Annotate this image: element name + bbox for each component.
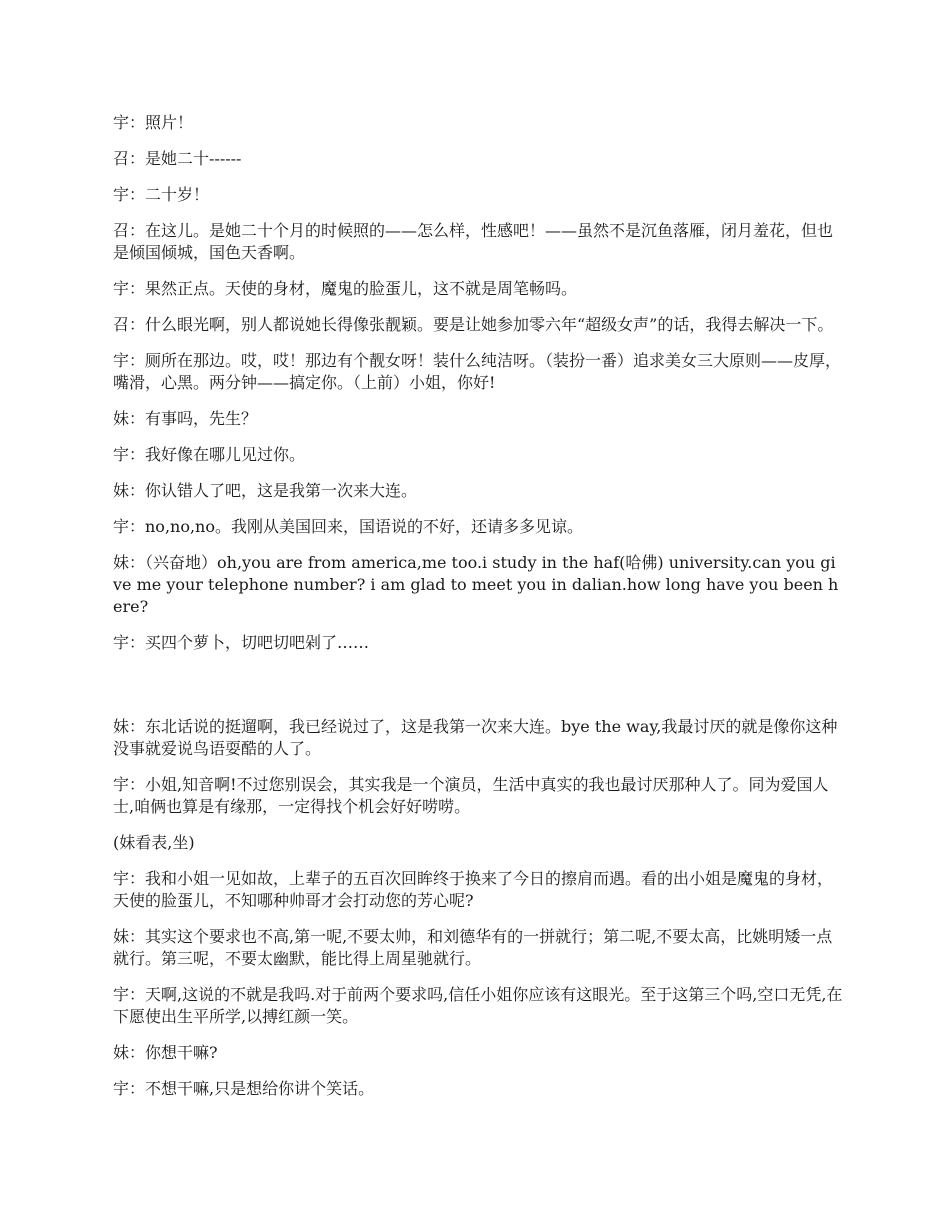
dialogue-line: 宇：我好像在哪儿见过你。 — [113, 445, 306, 464]
dialogue-line: 妹：你认错人了吧，这是我第一次来大连。 — [113, 481, 418, 500]
dialogue-line: 妹：东北话说的挺遛啊，我已经说过了，这是我第一次来大连。bye the way,我最讨厌的就是像你这种没事就爱说鸟语耍酷的人了。 — [113, 717, 838, 758]
stage-direction: (妹看表,坐) — [113, 833, 195, 852]
dialogue-line: 宇：小姐,知音啊!不过您别误会，其实我是一个演员，生活中真实的我也最讨厌那种人了。同为爱国人士,咱俩也算是有缘那，一定得找个机会好好唠唠。 — [113, 775, 829, 816]
dialogue-line: 宇：no,no,no。我刚从美国回来，国语说的不好，还请多多见谅。 — [113, 517, 583, 536]
dialogue-line: 召：在这儿。是她二十个月的时候照的——怎么样，性感吧！——虽然不是沉鱼落雁，闭月羞花，但也是倾国倾城，国色天香啊。 — [113, 221, 834, 262]
dialogue-line: 宇：我和小姐一见如故，上辈子的五百次回眸终于换来了今日的擦肩而遇。看的出小姐是魔鬼的身材，天使的脸蛋儿，不知哪种帅哥才会打动您的芳心呢? — [113, 869, 834, 910]
dialogue-line: 妹：其实这个要求也不高,第一呢,不要太帅，和刘德华有的一拼就行；第二呢,不要太高，比姚明矮一点就行。第三呢，不要太幽默，能比得上周星驰就行。 — [113, 927, 833, 968]
dialogue-line: 宇：不想干嘛,只是想给你讲个笑话。 — [113, 1079, 375, 1098]
document-body — [113, 112, 843, 1114]
dialogue-line: 召：什么眼光啊，别人都说她长得像张靓颖。要是让她参加零六年“超级女声”的话，我得去解决一下。 — [113, 315, 834, 334]
dialogue-line: 宇：买四个萝卜，切吧切吧剁了…… — [113, 633, 370, 652]
dialogue-line: 宇：天啊,这说的不就是我吗.对于前两个要求吗,信任小姐你应该有这眼光。至于这第三个吗,空口无凭,在下愿使出生平所学,以搏红颜一笑。 — [113, 985, 843, 1026]
dialogue-line: 宇：照片！ — [113, 113, 194, 132]
dialogue-line: 召：是她二十------ — [113, 149, 242, 168]
dialogue-line: 宇：厕所在那边。哎，哎！那边有个靓女呀！装什么纯洁呀。（装扮一番）追求美女三大原则——皮厚，嘴滑，心黑。两分钟——搞定你。（上前）小姐，你好! — [113, 351, 842, 392]
dialogue-line: 宇：果然正点。天使的身材，魔鬼的脸蛋儿，这不就是周笔畅吗。 — [113, 279, 578, 298]
section-gap — [113, 668, 843, 716]
dialogue-line: 妹：你想干嘛? — [113, 1043, 218, 1062]
dialogue-line: 妹：（兴奋地）oh,you are from america,me too.i study in the haf(哈佛) university.can you give me your telephone number? i am glad to meet you in dalian.how long have you been here? — [113, 553, 839, 616]
dialogue-line: 妹：有事吗，先生？ — [113, 409, 258, 428]
dialogue-line: 宇：二十岁！ — [113, 185, 210, 204]
